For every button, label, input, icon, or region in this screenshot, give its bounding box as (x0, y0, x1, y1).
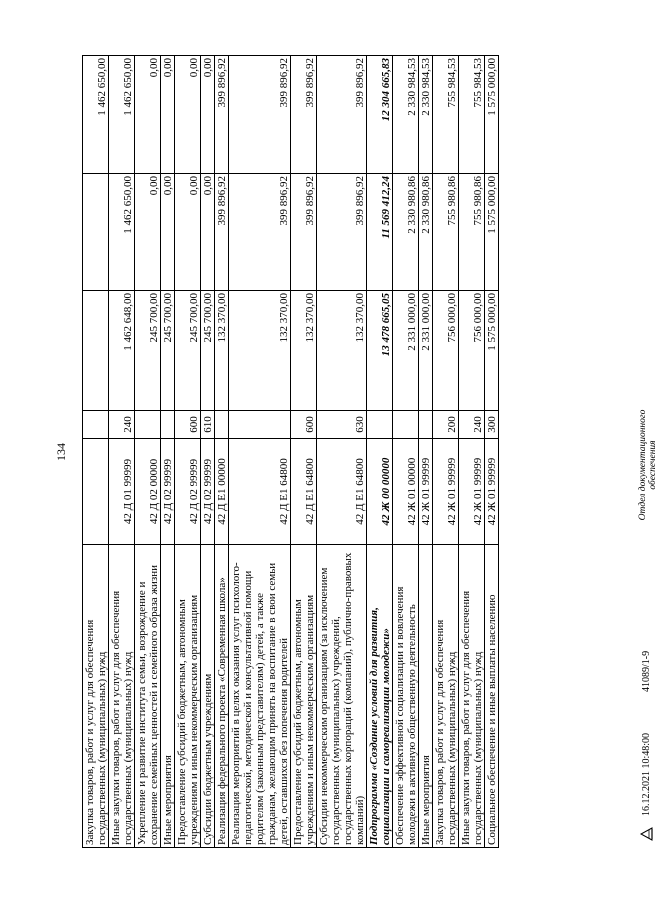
row-code-cell: 42 Д 01 99999 (109, 439, 135, 545)
row-code-cell: 42 Ж 01 99999 (433, 439, 459, 545)
row-name-cell: Иные мероприятия (419, 545, 433, 848)
row-value-2023-cell: 1 462 650,00 (83, 56, 109, 174)
row-code-cell: 42 Д Е1 64800 (317, 439, 367, 545)
row-name-cell: Иные мероприятия (161, 545, 175, 848)
row-value-2021-cell: 132 370,00 (215, 291, 229, 411)
row-vr-cell: 300 (485, 411, 499, 439)
row-name-cell: Реализация мероприятий в целях оказания услуг психолого-педагогической, методической и консультативной помощи родителям (законным представителям) детей, а также гражданам, желающим принять на воспитание в свои семьи детей, оставшихся без попечения родителей (229, 545, 291, 848)
table-row (393, 56, 419, 848)
row-value-2023-cell: 2 330 984,53 (419, 56, 433, 174)
row-value-2022-cell: 755 980,86 (459, 174, 485, 291)
row-name-cell: Подпрограмма «Создание условий для развития, социализации и самореализации молодежи» (367, 545, 393, 848)
row-vr-cell (393, 411, 419, 439)
budget-table (82, 55, 499, 848)
row-value-2023-cell: 399 896,92 (229, 56, 291, 174)
row-value-2021-cell: 132 370,00 (291, 291, 317, 411)
table-row (419, 56, 433, 848)
row-value-2022-cell: 1 575 000,00 (485, 174, 499, 291)
row-value-2022-cell: 0,00 (135, 174, 161, 291)
table-row (317, 56, 367, 848)
table-row (109, 56, 135, 848)
row-value-2023-cell: 1 575 000,00 (485, 56, 499, 174)
row-code-cell: 42 Д Е1 64800 (229, 439, 291, 545)
row-code-cell: 42 Д Е1 64800 (291, 439, 317, 545)
row-value-2021-cell: 245 700,00 (201, 291, 215, 411)
row-value-2023-cell: 2 330 984,53 (393, 56, 419, 174)
row-name-cell: Социальное обеспечение и иные выплаты населению (485, 545, 499, 848)
row-vr-cell: 610 (201, 411, 215, 439)
row-value-2023-cell: 1 462 650,00 (109, 56, 135, 174)
table-row (291, 56, 317, 848)
row-value-2022-cell: 2 330 980,86 (393, 174, 419, 291)
row-value-2021-cell: 2 331 000,00 (393, 291, 419, 411)
row-value-2021-cell: 1 575 000,00 (485, 291, 499, 411)
row-code-cell: 42 Ж 01 99999 (419, 439, 433, 545)
row-value-2021-cell: 13 478 665,05 (367, 291, 393, 411)
row-value-2023-cell: 0,00 (161, 56, 175, 174)
row-name-cell: Предоставление субсидий бюджетным, автономным учреждениям и иным некоммерческим организациям (291, 545, 317, 848)
row-name-cell: Реализация федерального проекта «Современная школа» (215, 545, 229, 848)
row-value-2022-cell: 2 330 980,86 (419, 174, 433, 291)
row-vr-cell: 630 (317, 411, 367, 439)
row-code-cell (83, 439, 109, 545)
row-value-2021-cell: 132 370,00 (317, 291, 367, 411)
row-vr-cell (215, 411, 229, 439)
table-row (367, 56, 393, 848)
row-vr-cell (135, 411, 161, 439)
row-name-cell: Предоставление субсидий бюджетным, автономным учреждениям и иным некоммерческим организациям (175, 545, 201, 848)
row-value-2022-cell: 399 896,92 (317, 174, 367, 291)
page-number: 134 (54, 443, 68, 461)
row-name-cell: Обеспечение эффективной социализации и вовлечения молодежи в активную общественную деятельность (393, 545, 419, 848)
row-value-2022-cell: 0,00 (161, 174, 175, 291)
row-vr-cell (83, 411, 109, 439)
table-row (459, 56, 485, 848)
row-code-cell: 42 Ж 01 99999 (459, 439, 485, 545)
organization-seal-icon (638, 826, 654, 842)
row-code-cell: 42 Д 02 99999 (161, 439, 175, 545)
table-row (433, 56, 459, 848)
row-value-2021-cell: 245 700,00 (135, 291, 161, 411)
row-code-cell: 42 Д Е1 00000 (215, 439, 229, 545)
row-value-2022-cell: 1 462 650,00 (109, 174, 135, 291)
row-code-cell: 42 Ж 01 99999 (485, 439, 499, 545)
row-value-2022-cell: 11 569 412,24 (367, 174, 393, 291)
row-value-2022-cell: 399 896,92 (291, 174, 317, 291)
row-name-cell: Закупка товаров, работ и услуг для обеспечения государственных (муниципальных) нужд (433, 545, 459, 848)
row-value-2021-cell: 245 700,00 (175, 291, 201, 411)
row-vr-cell: 200 (433, 411, 459, 439)
table-row (135, 56, 161, 848)
row-code-cell: 42 Д 02 99999 (201, 439, 215, 545)
table-row (83, 56, 109, 848)
row-value-2021-cell: 1 462 648,00 (109, 291, 135, 411)
row-value-2021-cell: 756 000,00 (459, 291, 485, 411)
row-code-cell: 42 Ж 01 00000 (393, 439, 419, 545)
row-value-2022-cell: 0,00 (175, 174, 201, 291)
table-row (175, 56, 201, 848)
row-name-cell: Укрепление и развитие института семьи, возрождение и сохранение семейных ценностей и семейного образа жизни (135, 545, 161, 848)
table-row (161, 56, 175, 848)
row-value-2023-cell: 755 984,53 (459, 56, 485, 174)
office-stamp (638, 390, 658, 540)
table-row (215, 56, 229, 848)
office-stamp-line-2: обеспечения (648, 440, 658, 490)
row-vr-cell: 240 (459, 411, 485, 439)
document-id: 41089/1-9 (641, 650, 652, 692)
row-name-cell: Иные закупки товаров, работ и услуг для обеспечения государственных (муниципальных) нужд (459, 545, 485, 848)
row-name-cell: Закупка товаров, работ и услуг для обеспечения государственных (муниципальных) нужд (83, 545, 109, 848)
row-vr-cell: 240 (109, 411, 135, 439)
row-value-2022-cell: 399 896,92 (229, 174, 291, 291)
rotated-document-page (54, 56, 658, 848)
row-value-2021-cell: 756 000,00 (433, 291, 459, 411)
page-footer (638, 62, 660, 842)
row-value-2023-cell: 399 896,92 (317, 56, 367, 174)
row-code-cell: 42 Ж 00 00000 (367, 439, 393, 545)
row-vr-cell (367, 411, 393, 439)
table-row (201, 56, 215, 848)
row-code-cell: 42 Д 02 00000 (135, 439, 161, 545)
row-vr-cell: 600 (175, 411, 201, 439)
row-value-2021-cell (83, 291, 109, 411)
print-datetime: 16.12.2021 10:48:00 (641, 732, 652, 816)
row-name-cell: Субсидии бюджетным учреждениям (201, 545, 215, 848)
row-value-2023-cell: 399 896,92 (291, 56, 317, 174)
row-value-2023-cell: 12 304 665,83 (367, 56, 393, 174)
row-value-2023-cell: 399 896,92 (215, 56, 229, 174)
table-row (485, 56, 499, 848)
row-value-2022-cell: 755 980,86 (433, 174, 459, 291)
row-vr-cell: 600 (291, 411, 317, 439)
row-value-2023-cell: 0,00 (201, 56, 215, 174)
row-value-2021-cell: 2 331 000,00 (419, 291, 433, 411)
row-value-2023-cell: 0,00 (135, 56, 161, 174)
row-name-cell: Субсидии некоммерческим организациям (за исключением государственных (муниципальных) учреждений, государственных корпораций (компаний), публично-правовых компаний) (317, 545, 367, 848)
row-vr-cell (161, 411, 175, 439)
budget-table-body (83, 56, 499, 848)
row-value-2021-cell: 245 700,00 (161, 291, 175, 411)
row-vr-cell (419, 411, 433, 439)
row-value-2021-cell: 132 370,00 (229, 291, 291, 411)
row-vr-cell (229, 411, 291, 439)
row-code-cell: 42 Д 02 99999 (175, 439, 201, 545)
row-value-2022-cell (83, 174, 109, 291)
row-value-2023-cell: 755 984,53 (433, 56, 459, 174)
row-name-cell: Иные закупки товаров, работ и услуг для обеспечения государственных (муниципальных) нужд (109, 545, 135, 848)
row-value-2022-cell: 0,00 (201, 174, 215, 291)
row-value-2023-cell: 0,00 (175, 56, 201, 174)
table-row (229, 56, 291, 848)
office-stamp-line-1: Отдел документационного (638, 409, 648, 521)
row-value-2022-cell: 399 896,92 (215, 174, 229, 291)
